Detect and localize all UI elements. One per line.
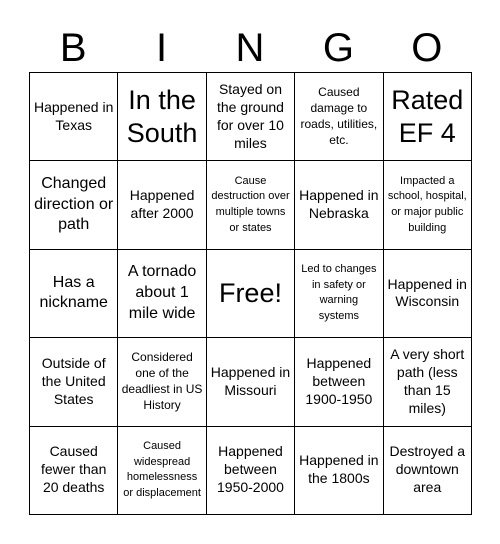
- bingo-cell-o1[interactable]: [384, 73, 472, 161]
- cell-text: Led to changes in safety or warning systems: [301, 263, 377, 323]
- cell-text: Caused damage to roads, utilities, etc.: [300, 84, 378, 147]
- cell-text: Happened between 1950-2000: [217, 443, 284, 496]
- bingo-cell-b5[interactable]: [30, 427, 118, 515]
- cell-text: Happened in the 1800s: [299, 452, 379, 487]
- cell-text: Happened after 2000: [129, 187, 195, 222]
- cell-text: Caused widespread homelessness or displacement: [123, 440, 201, 499]
- header-letter-g: G: [322, 26, 354, 70]
- bingo-cell-n2[interactable]: [207, 161, 295, 249]
- bingo-cell-g2[interactable]: [295, 161, 383, 249]
- cell-text: Happened in Nebraska: [299, 187, 379, 222]
- cell-text: Rated EF 4: [391, 84, 464, 148]
- cell-text: Happened in Texas: [33, 98, 114, 133]
- bingo-cell-g4[interactable]: [295, 338, 383, 426]
- cell-text: Considered one of the deadliest in US History: [121, 349, 203, 412]
- cell-text: Destroyed a downtown area: [389, 443, 465, 496]
- bingo-cell-b4[interactable]: [30, 338, 118, 426]
- cell-text: A very short path (less than 15 miles): [390, 346, 465, 416]
- free-space-text: Free!: [218, 278, 282, 308]
- bingo-cell-i4[interactable]: [118, 338, 206, 426]
- bingo-card: [29, 72, 472, 515]
- bingo-cell-n5[interactable]: [207, 427, 295, 515]
- bingo-cell-o2[interactable]: [384, 161, 472, 249]
- cell-text: Stayed on the ground for over 10 miles: [217, 80, 284, 151]
- bingo-cell-o4[interactable]: [384, 338, 472, 426]
- header-letter-n: N: [235, 26, 265, 70]
- bingo-cell-b2[interactable]: [30, 161, 118, 249]
- cell-text: Changed direction or path: [34, 174, 114, 234]
- bingo-cell-g3[interactable]: [295, 250, 383, 338]
- cell-text: Happened between 1900-1950: [305, 355, 373, 407]
- bingo-cell-g5[interactable]: [295, 427, 383, 515]
- bingo-cell-i3[interactable]: [118, 250, 206, 338]
- bingo-cell-i2[interactable]: [118, 161, 206, 249]
- cell-text: Happened in Wisconsin: [387, 275, 467, 310]
- header-letter-b: B: [59, 26, 87, 70]
- cell-text: A tornado about 1 mile wide: [127, 263, 197, 322]
- header-letter-o: O: [411, 26, 443, 70]
- bingo-cell-n1[interactable]: [207, 73, 295, 161]
- bingo-cell-i5[interactable]: [118, 427, 206, 515]
- bingo-cell-o3[interactable]: [384, 250, 472, 338]
- header-letter-i: I: [156, 26, 168, 70]
- bingo-cell-n4[interactable]: [207, 338, 295, 426]
- bingo-cell-b1[interactable]: [30, 73, 118, 161]
- bingo-cell-b3[interactable]: [30, 250, 118, 338]
- bingo-cell-g1[interactable]: [295, 73, 383, 161]
- cell-text: Happened in Missouri: [210, 363, 291, 398]
- cell-text: Caused fewer than 20 deaths: [41, 443, 107, 496]
- bingo-cell-i1[interactable]: [118, 73, 206, 161]
- cell-text: Cause destruction over multiple towns or states: [211, 174, 290, 234]
- cell-text: In the South: [126, 84, 198, 148]
- cell-text: Impacted a school, hospital, or major public building: [387, 174, 467, 234]
- bingo-header: [29, 24, 471, 72]
- bingo-cell-n3-free[interactable]: [207, 250, 295, 338]
- cell-text: Has a nickname: [39, 273, 108, 312]
- bingo-cell-o5[interactable]: [384, 427, 472, 515]
- cell-text: Outside of the United States: [41, 355, 106, 407]
